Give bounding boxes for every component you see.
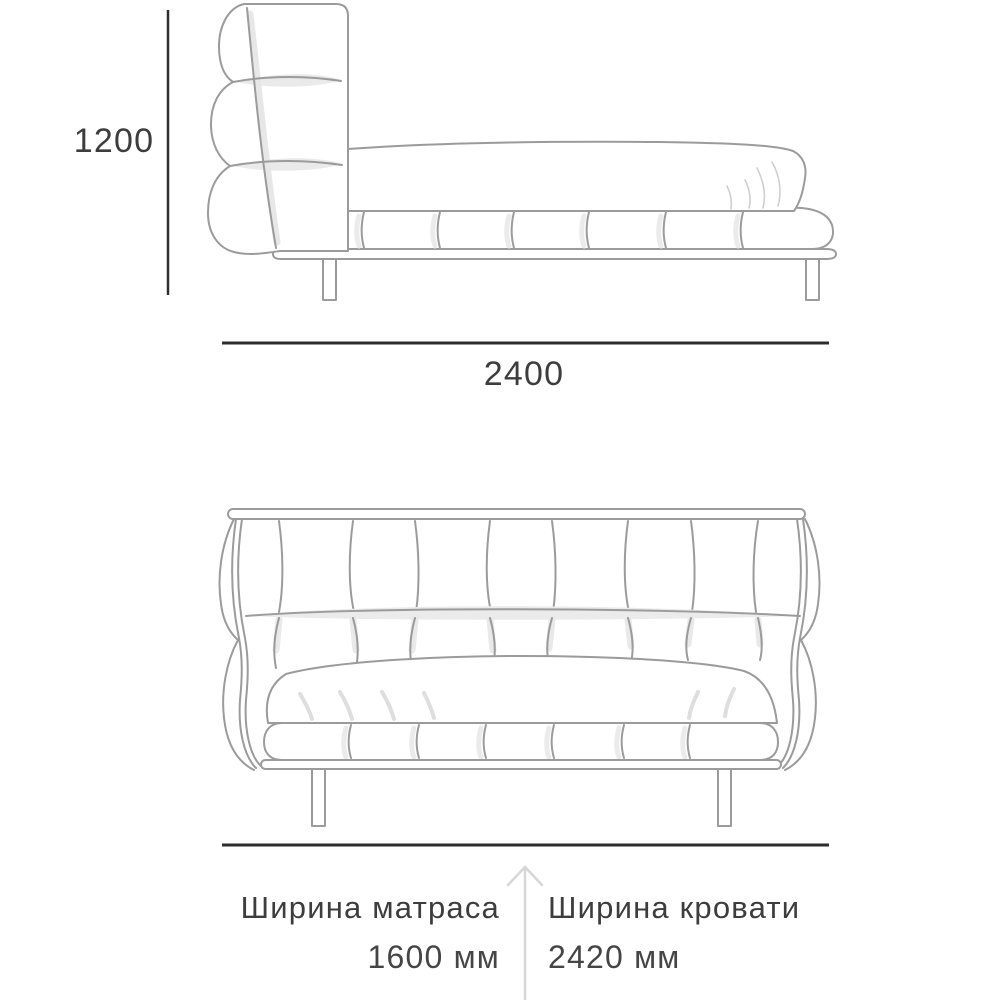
bed-front-view (220, 509, 820, 826)
bed-width-label: Ширина кровати (548, 890, 801, 925)
up-arrow-icon (508, 867, 542, 1000)
mattress-width-value: 1600 мм (367, 939, 500, 975)
front-tuft-lines-upper (279, 521, 758, 612)
front-plinth (261, 760, 781, 769)
front-top-bar (228, 509, 805, 519)
front-base-rail (264, 723, 778, 760)
side-leg-right (806, 259, 819, 300)
height-dimension-value: 1200 (73, 122, 155, 160)
front-leg-right (718, 769, 731, 826)
mattress-width-label: Ширина матраса (240, 890, 500, 925)
side-mattress (348, 142, 806, 211)
bed-side-view (208, 4, 836, 300)
side-plinth (273, 249, 836, 259)
side-leg-left (323, 259, 336, 300)
front-leg-left (312, 769, 325, 826)
bed-width-value: 2420 мм (548, 939, 681, 975)
side-base-rail (348, 208, 833, 249)
front-mattress (267, 656, 777, 723)
side-headboard (208, 4, 348, 254)
length-dimension-value: 2400 (483, 355, 565, 393)
